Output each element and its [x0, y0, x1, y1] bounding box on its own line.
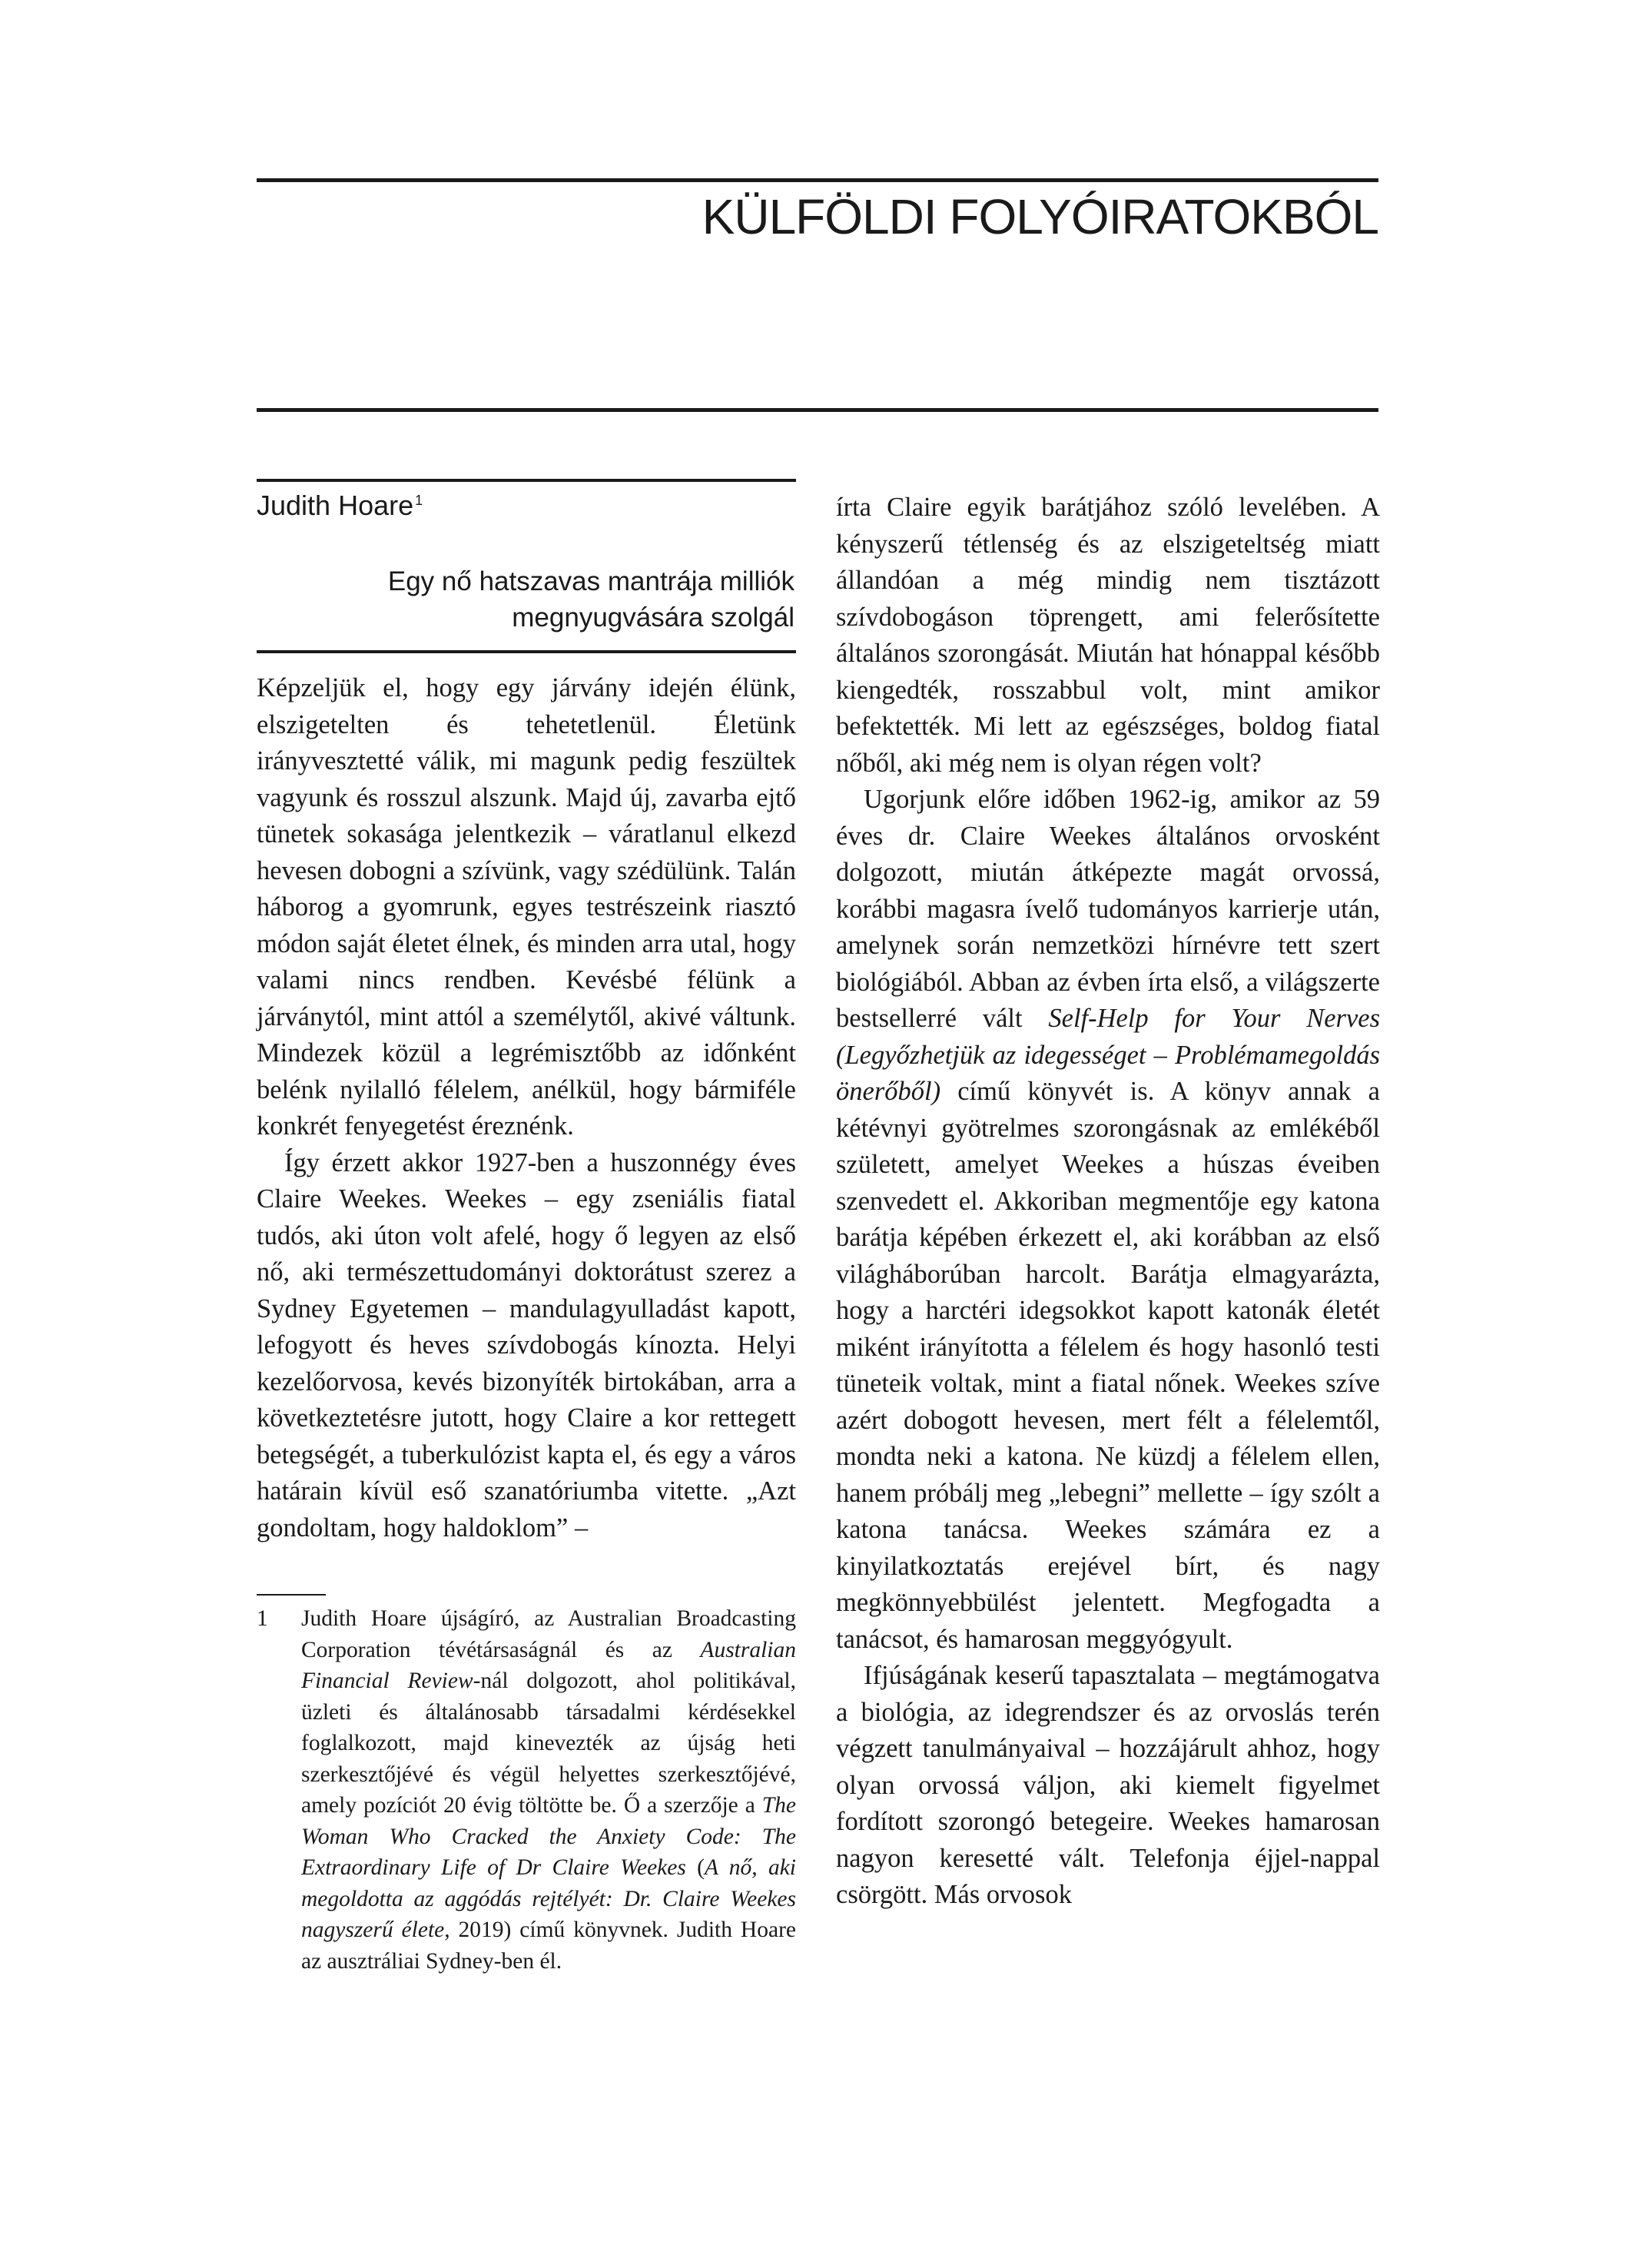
article-top-rule	[257, 479, 796, 482]
paragraph-text: című könyvét is. A könyv annak a kétévnyi gyötrelmes szorongásnak az emlékéből született, amelyet Weekes a húszas éveiben szenvedett el. Akkoriban megmentője egy katona barátja képében érkezett el, aki korábban az első világháborúban harcolt. Barátja elmagyarázta, hogy a harctéri idegsokkot kapott katonák életét miként irányította a félelem és hogy hasonló testi tüneteik voltak, mint a fiatal nőnek. Weekes szíve azért dobogott hevesen, mert félt a félelemtől, mondta neki a katona. Ne küzdj a félelem ellen, hanem próbálj meg „lebegni” mellette – így szólt a katona tanácsa. Weekes számára ez a kinyilatkoztatás erejével bírt, és nagy megkönnyebbülést jelentett. Megfogadta a tanácsot, és hamarosan meggyógyult.	[836, 1077, 1380, 1654]
left-column	[257, 670, 796, 1546]
paragraph: Ifjúságának keserű tapasztalata – megtámogatva a biológia, az idegrendszer és az orvoslás terén végzett tanulmányaival – hozzájárult ahhoz, hogy olyan orvossá váljon, aki kiemelt figyelmet fordított szorongó betegeire. Weekes hamarosan nagyon keresetté vált. Telefonja éjjel-nappal csörgött. Más orvosok	[836, 1661, 1380, 1909]
footnote-number: 1	[257, 1606, 268, 1631]
footnote-text-part: (	[685, 1855, 705, 1880]
header-top-rule	[257, 178, 1378, 182]
footnote-text-part: -nál dolgozott, ahol politikával, üzleti és általánosabb társadalmi kérdésekkel foglalkozott, majd kinevezték az újság heti szerkesztőjévé és végül helyettes szerkesztőjévé, amely pozíciót 20 évig töltötte be. Ő a szerzője a	[301, 1669, 796, 1818]
footnote-italic-title: Australian Financial Review	[301, 1637, 796, 1693]
footnote-separator	[257, 1594, 326, 1596]
section-heading: KÜLFÖLDI FOLYÓIRATOKBÓL	[702, 189, 1378, 244]
paragraph: Így érzett akkor 1927-ben a huszonnégy éves Claire Weekes. Weekes – egy zseniális fiatal tudós, aki úton volt afelé, hogy ő legyen az első nő, aki természettudományi doktorátust szerez a Sydney Egyetemen – mandulagyulladást kapott, lefogyott és heves szívdobogás kínozta. Helyi kezelőorvosa, kevés bizonyíték birtokában, arra a következtetésre jutott, hogy Claire a kor rettegett betegségét, a tuberkulózist kapta el, és egy a város határain kívül eső szanatóriumba vitette. „Azt gondoltam, hogy haldoklom” –	[257, 1147, 796, 1542]
right-column	[836, 490, 1380, 1914]
paragraph-text: Ugorjunk előre időben 1962-ig, amikor az 59 éves dr. Claire Weekes általános orvosként dolgozott, miután átképezte magát orvossá, korábbi magasra ívelő tudományos karrierje után, amelynek során nemzetközi hírnévre tett szert biológiából. Abban az évben írta első, a világszerte bestsellerré vált	[836, 785, 1380, 1033]
footnote-text	[301, 1603, 796, 1977]
paragraph: írta Claire egyik barátjához szóló levelében. A kényszerű tétlenség és az elszigeteltség miatt állandóan a még mindig nem tisztázott szívdobogáson töprengett, ami felerősítette általános szorongását. Miután hat hónappal később kiengedték, rosszabbul volt, mint amikor befektették. Mi lett az egészséges, boldog fiatal nőből, aki még nem is olyan régen volt?	[836, 493, 1380, 778]
footnote-text-part: , 2019) című könyvnek. Judith Hoare az ausztráliai Sydney-ben él.	[301, 1918, 796, 1974]
article-subtitle: Egy nő hatszavas mantrája milliók megnyugvására szolgál	[387, 566, 794, 633]
footnote-italic-title: The Woman Who Cracked the Anxiety Code: The Extraordinary Life of Dr Claire Weekes	[301, 1793, 796, 1880]
header-bottom-rule	[257, 408, 1378, 412]
paragraph: Képzeljük el, hogy egy járvány idején élünk, elszigetelten és tehetetlenül. Életünk irányvesztetté válik, mi magunk pedig feszültek vagyunk és rosszul alszunk. Majd új, zavarba ejtő tünetek sokasága jelentkezik – váratlanul elkezd hevesen dobogni a szívünk, vagy szédülünk. Talán háborog a gyomrunk, egyes testrészeink riasztó módon saját életet élnek, és minden arra utal, hogy valami nincs rendben. Kevésbé félünk a járványtól, mint attól a személytől, akivé váltunk. Mindezek közül a legrémisztőbb az időnként belénk nyilalló félelem, anélkül, hogy bármiféle konkrét fenyegetést éreznénk.	[257, 673, 796, 1141]
subtitle-rule	[257, 650, 796, 653]
author-footnote-mark: 1	[415, 493, 423, 508]
footnote-italic-title: A nő, aki megoldotta az aggódás rejtélyét: Dr. Claire Weekes nagyszerű élete	[301, 1855, 797, 1942]
book-title: Self-Help for Your Nerves (Legyőzhetjük az idegességet – Problémamegoldás önerőből)	[836, 1004, 1380, 1106]
author-name: Judith Hoare	[257, 490, 414, 521]
article-author	[257, 490, 423, 522]
footnote	[257, 1603, 796, 1977]
footnote-text-part: Judith Hoare újságíró, az Australian Broadcasting Corporation tévétársaságnál és az	[301, 1606, 796, 1662]
paragraph	[836, 782, 1380, 1658]
